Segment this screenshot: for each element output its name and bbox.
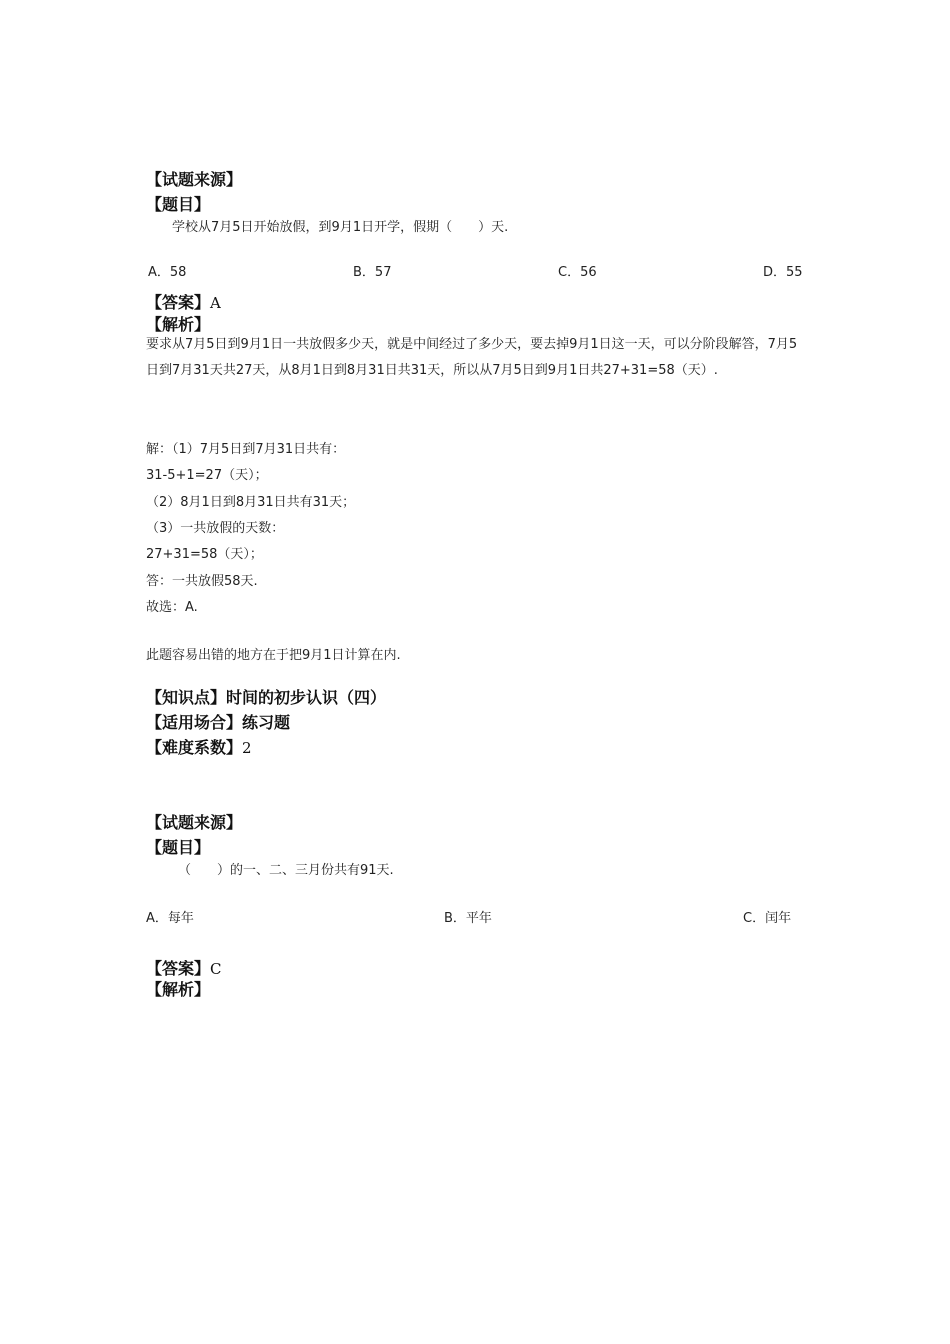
q1-solution-line-6: 答：一共放假58天. (146, 574, 258, 589)
q2-analysis-label: 【解析】 (146, 980, 211, 999)
q1-answer-value: A (210, 294, 221, 312)
q1-difficulty-value: 2 (242, 739, 252, 757)
q1-solution-line-4: （3）一共放假的天数： (146, 521, 285, 536)
q1-usage-value: 练习题 (242, 713, 291, 732)
q1-answer (146, 290, 221, 313)
q1-knowledge-label: 【知识点】 (146, 688, 227, 707)
q2-option-b: B．平年 (444, 911, 492, 926)
q2-title-label: 【题目】 (146, 838, 211, 857)
q1-analysis-label: 【解析】 (146, 315, 211, 334)
q1-difficulty (146, 735, 252, 758)
q2-option-a: A．每年 (146, 911, 194, 926)
q1-option-d: D．55 (763, 265, 803, 280)
q2-question-text: （ ）的一、二、三月份共有91天. (178, 863, 394, 878)
q1-option-c: C．56 (558, 265, 597, 280)
q1-title-label: 【题目】 (146, 195, 211, 214)
q1-question-text: 学校从7月5日开始放假，到9月1日开学，假期（ ）天. (172, 220, 509, 235)
q1-source-label: 【试题来源】 (146, 170, 243, 189)
q1-option-b: B．57 (353, 265, 392, 280)
q1-knowledge-value: 时间的初步认识（四） (226, 688, 387, 707)
q1-solution-line-3: （2）8月1日到8月31日共有31天； (146, 495, 356, 510)
q1-difficulty-label: 【难度系数】 (146, 738, 243, 757)
q1-analysis-paragraph: 要求从7月5日到9月1日一共放假多少天，就是中间经过了多少天，要去掉9月1日这一天，可以分阶段解答，7月5日到7月31天共27天，从8月1日到8月31日共31天，所以从7月5日到9月1日共27+31=58（天）. (146, 337, 798, 378)
q2-source-label: 【试题来源】 (146, 813, 243, 832)
q1-option-a: A．58 (148, 265, 187, 280)
q2-answer (146, 956, 222, 979)
q2-option-c: C．闰年 (743, 911, 792, 926)
q2-answer-label: 【答案】 (146, 959, 211, 978)
q1-usage-label: 【适用场合】 (146, 713, 243, 732)
q1-solution-line-2: 31-5+1=27（天）； (146, 468, 268, 483)
q2-answer-value: C (210, 960, 222, 978)
q1-answer-label: 【答案】 (146, 293, 211, 312)
q1-usage (146, 710, 290, 733)
q1-solution-line-5: 27+31=58（天）； (146, 547, 263, 562)
q1-knowledge (146, 685, 386, 708)
q1-note: 此题容易出错的地方在于把9月1日计算在内. (146, 648, 401, 663)
q1-solution-line-7: 故选：A. (146, 600, 198, 615)
q1-solution-line-1: 解：（1）7月5日到7月31日共有： (146, 442, 346, 457)
